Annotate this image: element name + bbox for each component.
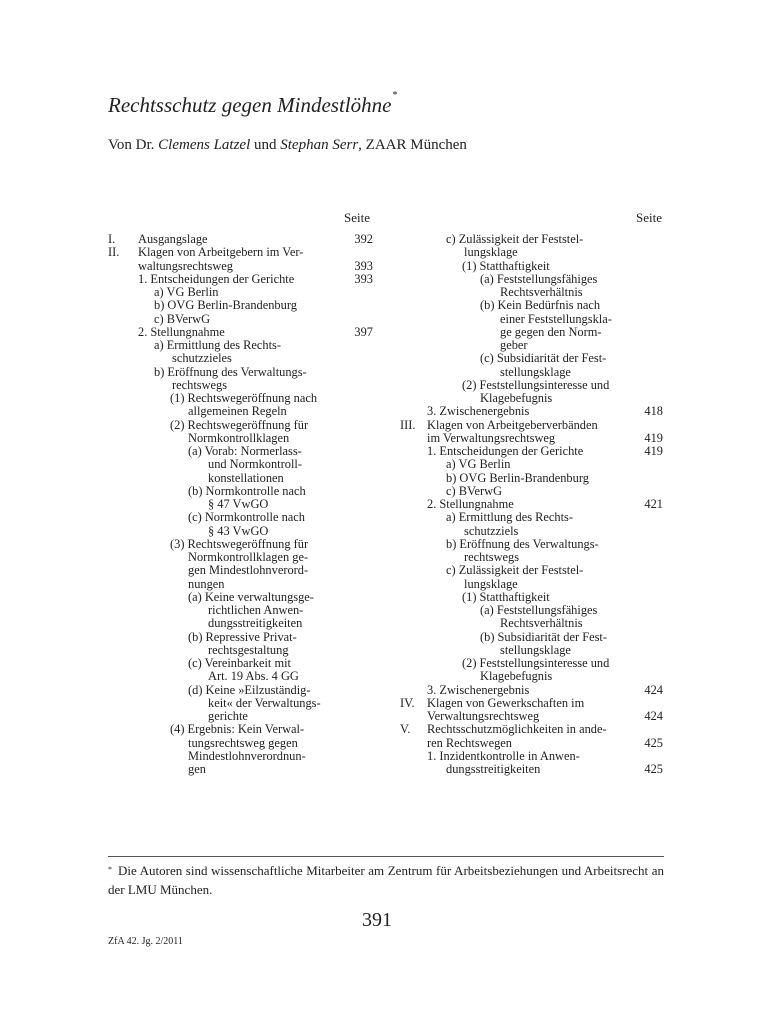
toc-entry-text: Normkontrollklagen ge- [188,550,309,564]
toc-entry-page: 425 [644,735,663,750]
toc-entry-text: b) OVG Berlin-Brandenburg [446,470,589,485]
toc-entry-text: und Normkontroll- [208,457,302,472]
toc-entry[interactable] [108,644,373,657]
toc-entry[interactable] [108,432,373,445]
toc-entry-text: tungsrechtsweg gegen [188,735,298,750]
toc-entry-page: 424 [644,682,663,697]
toc-entry-text: 2. Stellungnahme [138,324,225,339]
toc-entry-text: (2) Feststellungsinteresse und [462,656,610,670]
toc-entry-text: (1) Statthaftigkeit [462,589,550,604]
toc-entry[interactable] [400,273,663,286]
toc-entry-text: (c) Normkontrolle nach [188,510,305,525]
toc-entry-text: 1. Entscheidungen der Gerichte [427,444,584,458]
toc-entry-text: 1. Entscheidungen der Gerichte [138,271,295,286]
toc-entry-text: im Verwaltungsrechtsweg [427,430,556,445]
toc-entry[interactable] [108,326,373,339]
toc-entry[interactable] [400,670,663,683]
toc-entry-text: rechtswegs [464,550,520,564]
toc-entry-text: (b) Normkontrolle nach [188,483,306,498]
toc-entry[interactable] [108,750,373,763]
toc-entry[interactable] [400,445,663,458]
toc-entry-text: c) Zulässigkeit der Feststel- [446,563,584,578]
toc-entry-number: II. [108,245,120,260]
toc-entry-text: (1) Rechtswegeröffnung nach [170,391,318,405]
toc-entry[interactable] [108,551,373,564]
toc-entry[interactable] [400,538,663,551]
toc-entry[interactable] [400,723,663,736]
toc-entry[interactable] [400,578,663,591]
toc-entry-text: a) Ermittlung des Rechts- [154,338,281,352]
toc-entry[interactable] [400,432,663,445]
toc-entry-text: a) VG Berlin [154,285,219,299]
toc-entry-text: (c) Subsidiarität der Fest- [480,351,607,366]
toc-entry-page: 393 [354,271,373,286]
toc-entry[interactable] [400,710,663,723]
toc-entry-text: a) Ermittlung des Rechts- [446,510,573,525]
toc-entry-text: lungsklage [464,245,518,260]
toc-entry[interactable] [108,763,373,776]
toc-entry[interactable] [108,419,373,432]
toc-entry[interactable] [108,591,373,604]
toc-entry[interactable] [400,326,663,339]
toc-entry-text: c) BVerwG [446,483,503,498]
toc-entry[interactable] [108,445,373,458]
toc-entry-text: Klagen von Gewerkschaften im [427,695,585,710]
toc-entry-text: (1) Statthaftigkeit [462,258,550,273]
toc-entry-text: (c) Vereinbarkeit mit [188,656,291,670]
toc-entry-text: geber [500,338,528,352]
toc-entry-number: I. [108,232,116,246]
toc-entry[interactable] [108,286,373,299]
toc-entry-text: (4) Ergebnis: Kein Verwal- [170,722,305,737]
toc-entry[interactable] [400,366,663,379]
byline-middle: und [250,137,281,153]
toc-entry-text: Klagen von Arbeitgebern im Ver- [138,245,304,260]
toc-entry-text: Verwaltungsrechtsweg [427,709,540,723]
toc-entry[interactable] [400,260,663,273]
toc-entry[interactable] [108,617,373,630]
toc-entry[interactable] [400,631,663,644]
toc-entry[interactable] [400,737,663,750]
toc-entry[interactable] [108,339,373,352]
toc-entry[interactable] [400,246,663,259]
footnote-text: Die Autoren sind wissenschaftliche Mitarbeiter am Zentrum für Arbeitsbeziehungen und Arbeitsrecht an der LMU München. [108,863,664,897]
toc-entry-number: IV. [400,695,415,710]
toc-entry-text: (d) Keine »Eilzuständig- [188,682,311,697]
toc-entry-page: 419 [644,444,663,458]
toc-entry[interactable] [400,485,663,498]
toc-entry-text: rechtsgestaltung [208,642,289,657]
toc-entry[interactable] [108,684,373,697]
toc-entry[interactable] [108,525,373,538]
toc-entry[interactable] [400,591,663,604]
toc-entry[interactable] [400,419,663,432]
toc-entry[interactable] [108,498,373,511]
toc-entry[interactable] [400,525,663,538]
toc-entry-text: (a) Feststellungsfähiges [480,271,598,286]
toc-entry-text: Klagebefugnis [480,391,553,405]
toc-entry-number: V. [400,722,411,737]
toc-entry-number: III. [400,417,416,432]
toc-entry[interactable] [400,392,663,405]
toc-entry-page: 419 [644,430,663,445]
toc-entry-text: (a) Vorab: Normerlass- [188,444,302,458]
toc-entry[interactable] [400,763,663,776]
toc-entry-page: 392 [354,232,373,246]
footnote-divider [108,856,664,857]
toc-entry-text: (3) Rechtswegeröffnung für [170,536,309,551]
toc-entry-text: gerichte [208,709,248,723]
toc-entry[interactable] [108,564,373,577]
byline [108,137,467,154]
toc-entry-page: 421 [644,497,663,511]
toc-entry-text: schutzzieles [172,351,232,366]
toc-entry[interactable] [108,246,373,259]
toc-entry[interactable] [108,578,373,591]
toc-entry[interactable] [400,750,663,763]
toc-right-column [400,233,663,776]
toc-entry-text: b) Eröffnung des Verwaltungs- [154,364,307,379]
toc-entry[interactable] [400,498,663,511]
toc-entry[interactable] [400,604,663,617]
page-number: 391 [362,909,392,931]
toc-entry-text: allgemeinen Regeln [188,404,287,419]
toc-entry[interactable] [400,617,663,630]
toc-entry[interactable] [108,313,373,326]
toc-entry-text: stellungsklage [500,364,571,379]
toc-entry[interactable] [108,511,373,524]
toc-entry-text: Klagebefugnis [480,669,553,684]
toc-entry-text: 3. Zwischenergebnis [427,404,530,419]
toc-entry[interactable] [108,657,373,670]
toc-entry-text: Rechtsschutzmöglichkeiten in ande- [427,722,607,737]
toc-entry[interactable] [400,657,663,670]
toc-entry-text: Ausgangslage [138,232,208,246]
toc-entry-text: ge gegen den Norm- [500,324,602,339]
toc-entry[interactable] [108,260,373,273]
toc-entry-text: Art. 19 Abs. 4 GG [208,669,299,684]
toc-entry-text: b) OVG Berlin-Brandenburg [154,298,297,313]
toc-entry[interactable] [108,604,373,617]
toc-entry-text: stellungsklage [500,642,571,657]
toc-entry-page: 418 [644,404,663,419]
footnote-mark: * [108,865,112,874]
toc-entry-text: c) Zulässigkeit der Feststel- [446,232,584,246]
toc-entry[interactable] [108,631,373,644]
toc-entry[interactable] [108,670,373,683]
toc-entry[interactable] [400,405,663,418]
journal-reference: ZfA 42. Jg. 2/2011 [108,936,183,947]
toc-entry-text: Rechtsverhältnis [500,616,583,631]
toc-entry-text: konstellationen [208,470,284,485]
toc-entry-text: c) BVerwG [154,311,211,326]
toc-entry-text: nungen [188,576,225,591]
toc-entry[interactable] [400,697,663,710]
toc-entry-text: (2) Feststellungsinteresse und [462,377,610,392]
seite-header-left: Seite [344,210,370,225]
toc-entry[interactable] [108,392,373,405]
toc-entry[interactable] [108,352,373,365]
toc-entry-text: keit« der Verwaltungs- [208,695,321,710]
title-footnote-mark[interactable]: * [392,90,398,101]
toc-entry-text: (b) Kein Bedürfnis nach [480,298,601,313]
toc-entry-text: (b) Repressive Privat- [188,629,297,644]
toc-entry[interactable] [108,485,373,498]
toc-entry-page: 397 [354,324,373,339]
author-name: Stephan Serr [280,137,359,153]
toc-entry[interactable] [108,710,373,723]
toc-entry[interactable] [400,458,663,471]
toc-entry[interactable] [400,684,663,697]
toc-entry-text: Rechtsverhältnis [500,285,583,299]
toc-entry-text: Mindestlohnverordnun- [188,748,306,763]
toc-entry-text: (b) Subsidiarität der Fest- [480,629,607,644]
toc-entry[interactable] [400,352,663,365]
seite-header-right: Seite [636,210,662,225]
toc-entry[interactable] [400,472,663,485]
toc-entry[interactable] [400,564,663,577]
toc-left-column [108,233,373,776]
toc-entry[interactable] [108,723,373,736]
toc-entry-text: waltungsrechtsweg [138,258,233,273]
toc-entry-page: 424 [644,709,663,723]
toc-entry[interactable] [108,405,373,418]
toc-entry-text: gen Mindestlohnverord- [188,563,309,578]
author-name: Clemens Latzel [158,137,251,153]
toc-entry[interactable] [400,313,663,326]
toc-entry-page: 425 [644,762,663,776]
toc-entry[interactable] [108,273,373,286]
toc-entry-text: Normkontrollklagen [188,430,290,445]
toc-entry[interactable] [108,366,373,379]
toc-entry-text: Klagen von Arbeitgeberverbänden [427,417,598,432]
toc-entry[interactable] [108,299,373,312]
article-title-text: Rechtsschutz gegen Mindestlöhne [108,93,392,117]
footnote [108,861,664,899]
toc-entry-text: 3. Zwischenergebnis [427,682,530,697]
toc-entry[interactable] [108,379,373,392]
toc-entry-text: (a) Keine verwaltungsge- [188,589,314,604]
toc-entry[interactable] [108,458,373,471]
toc-entry-text: dungsstreitigkeiten [446,762,541,776]
toc-entry[interactable] [400,551,663,564]
toc-entry-text: dungsstreitigkeiten [208,616,303,631]
toc-entry-text: b) Eröffnung des Verwaltungs- [446,536,599,551]
toc-entry[interactable] [108,737,373,750]
toc-entry[interactable] [400,339,663,352]
toc-entry-text: § 47 VwGO [208,497,269,511]
toc-entry[interactable] [400,233,663,246]
toc-entry[interactable] [108,697,373,710]
toc-entry-text: (a) Feststellungsfähiges [480,603,598,617]
toc-entry-text: (2) Rechtswegeröffnung für [170,417,309,432]
toc-entry[interactable] [108,233,373,246]
toc-entry-page: 393 [354,258,373,273]
article-title [108,90,398,118]
toc-entry-text: § 43 VwGO [208,523,269,538]
toc-entry-text: einer Feststellungskla- [500,311,612,326]
toc-entry[interactable] [400,644,663,657]
toc-entry[interactable] [400,511,663,524]
toc-entry-text: ren Rechtswegen [427,735,512,750]
toc-entry-text: 2. Stellungnahme [427,497,514,511]
byline-prefix: Von Dr. [108,137,159,153]
toc-entry-text: lungsklage [464,576,518,591]
toc-entry-text: a) VG Berlin [446,457,511,472]
toc-entry-text: rechtswegs [172,377,228,392]
toc-entry-text: 1. Inzidentkontrolle in Anwen- [427,748,580,763]
byline-affiliation: , ZAAR München [358,137,467,153]
toc-entry[interactable] [108,472,373,485]
toc-entry-text: richtlichen Anwen- [208,603,304,617]
toc-entry-text: schutzziels [464,523,519,538]
toc-entry[interactable] [400,379,663,392]
toc-entry[interactable] [400,299,663,312]
toc-entry-text: gen [188,762,206,776]
toc-entry[interactable] [108,538,373,551]
toc-entry[interactable] [400,286,663,299]
